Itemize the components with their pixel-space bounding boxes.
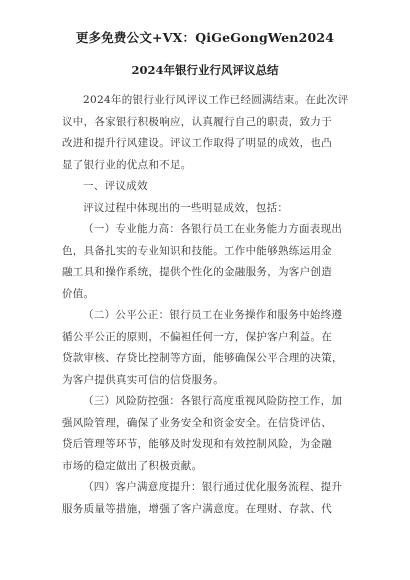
text-line: 色，具备扎实的专业知识和技能。工作中能够熟练运用金	[62, 244, 332, 257]
text-line: （四）客户满意度提升：银行通过优化服务流程、提升	[83, 481, 343, 493]
text-line: （三）风险防控强：各银行高度重视风险防控工作，加	[83, 395, 343, 407]
text-line: 评议过程中体现出的一些明显成效，包括：	[83, 201, 289, 214]
text-line: 一、评议成效	[83, 180, 148, 192]
item-paragraph-2	[62, 305, 352, 391]
text-line: 显了银行业的优点和不足。	[62, 158, 192, 171]
text-line: 为客户提供真实可信的信贷服务。	[62, 373, 224, 386]
promo-header: 更多免费公文+VX：QiGeGongWen2024	[75, 30, 335, 45]
text-line: 市场的稳定做出了积极贡献。	[62, 459, 203, 472]
text-line: 循公平公正的原则，不偏袒任何一方，保护客户利益。在	[62, 330, 332, 343]
text-line: （一）专业能力高：各银行员工在业务能力方面表现出	[83, 223, 343, 235]
section-heading	[62, 176, 352, 198]
section-lead	[62, 198, 352, 220]
text-line: 贷后管理等环节，能够及时发现和有效控制风险，为金融	[62, 438, 332, 450]
text-line: 改进和提升行风建设。评议工作取得了明显的成效，也凸	[62, 137, 332, 149]
item-paragraph-3	[62, 391, 352, 477]
intro-paragraph	[62, 90, 352, 176]
text-line: 贷款审核、存贷比控制等方面，能够确保公平合理的决策，	[62, 352, 343, 364]
item-paragraph-1	[62, 219, 352, 305]
text-line: 融工具和操作系统，提供个性化的金融服务，为客户创造	[62, 266, 332, 278]
document-body	[62, 90, 352, 520]
text-line: 价值。	[62, 287, 95, 300]
text-line: 服务质量等措施，增强了客户满意度。在理财、存款、代	[62, 502, 332, 515]
item-paragraph-4	[62, 477, 352, 520]
text-line: 2024年的银行业行风评议工作已经圆满结束。在此次评	[83, 94, 349, 106]
text-line: 议中，各家银行积极响应，认真履行自己的职责，致力于	[62, 115, 332, 128]
text-line: 强风险管理，确保了业务安全和资金安全。在信贷评估、	[62, 416, 332, 429]
text-line: （二）公平公正：银行员工在业务操作和服务中始终遵	[83, 309, 343, 321]
document-title: 2024年银行业行风评议总结	[131, 63, 279, 77]
